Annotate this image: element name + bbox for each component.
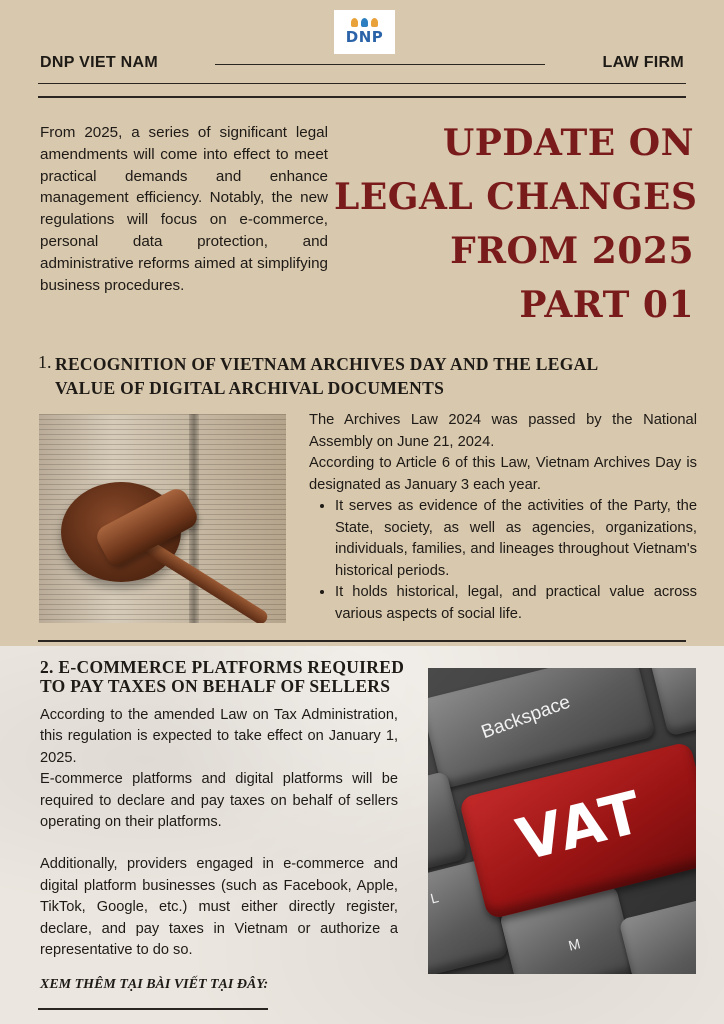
link-underline <box>38 1008 268 1010</box>
logo-people-icon <box>351 18 378 27</box>
header-divider <box>215 64 545 65</box>
section2-para1: According to the amended Law on Tax Administration, this regulation is expected to take effect on January 1, 2025. <box>40 707 398 766</box>
section2-body <box>40 705 398 961</box>
intro-paragraph: From 2025, a series of significant legal amendments will come into effect to meet practical demands and enhance management efficiency. Notably, the new regulations will focus on e-commerce, personal data protection, and administrative reforms aimed at simplifying business procedures. <box>40 124 328 294</box>
firm-name: DNP VIET NAM <box>40 54 158 71</box>
logo-text: DNP <box>345 28 384 46</box>
list-item: • It holds historical, legal, and practical value across various aspects of social life. <box>335 582 697 625</box>
backspace-key-label: Backspace <box>478 691 574 744</box>
header-rule-bottom <box>38 96 686 98</box>
section2-para2: E-commerce platforms and digital platforms will be required to declare and pay taxes on behalf of sellers operating on their platforms. <box>40 771 398 831</box>
page-title <box>334 116 698 332</box>
title-line-1: UPDATE ON <box>442 122 694 164</box>
gavel-book-image <box>39 414 286 623</box>
section2-title-line1: 2. E-COMMERCE PLATFORMS REQUIRED <box>40 657 405 677</box>
section-divider <box>38 640 686 642</box>
section1-para1: The Archives Law 2024 was passed by the National Assembly on June 21, 2024. <box>309 412 697 450</box>
section2-title-line2: TO PAY TAXES ON BEHALF OF SELLERS <box>40 676 391 696</box>
m-key-label: M <box>566 935 582 954</box>
vat-key-label: VAT <box>510 777 650 875</box>
section2-title <box>40 658 420 696</box>
title-line-2: LEGAL CHANGES <box>334 176 698 218</box>
section2-para3: Additionally, providers engaged in e-commerce and digital platform businesses (such as Facebook, Apple, TikTok, Google, etc.) must either directly register, declare, and pay taxes in Vietnam or authorize a representative to do so. <box>40 856 398 959</box>
header-rule-top <box>38 83 686 84</box>
firm-type: LAW FIRM <box>602 54 684 71</box>
section1-body <box>309 410 697 625</box>
section1-number: 1. <box>38 352 52 372</box>
vat-keyboard-image <box>428 668 696 974</box>
l-key-label: L <box>428 889 441 907</box>
title-line-3: FROM 2025 <box>450 230 694 272</box>
section1-bullets <box>335 496 697 625</box>
section1-para2: According to Article 6 of this Law, Vietnam Archives Day is designated as January 3 each year. <box>309 455 697 493</box>
read-more-link[interactable]: XEM THÊM TẠI BÀI VIẾT TẠI ĐÂY: <box>40 977 269 992</box>
title-line-4: PART 01 <box>519 284 694 326</box>
list-item: • It serves as evidence of the activities of the Party, the State, society, as well as agencies, organizations, individuals, families, and lineages throughout Vietnam's historical periods. <box>335 496 697 582</box>
dnp-logo <box>334 10 395 54</box>
section1-title: RECOGNITION OF VIETNAM ARCHIVES DAY AND THE LEGAL VALUE OF DIGITAL ARCHIVAL DOCUMENTS <box>55 354 598 398</box>
